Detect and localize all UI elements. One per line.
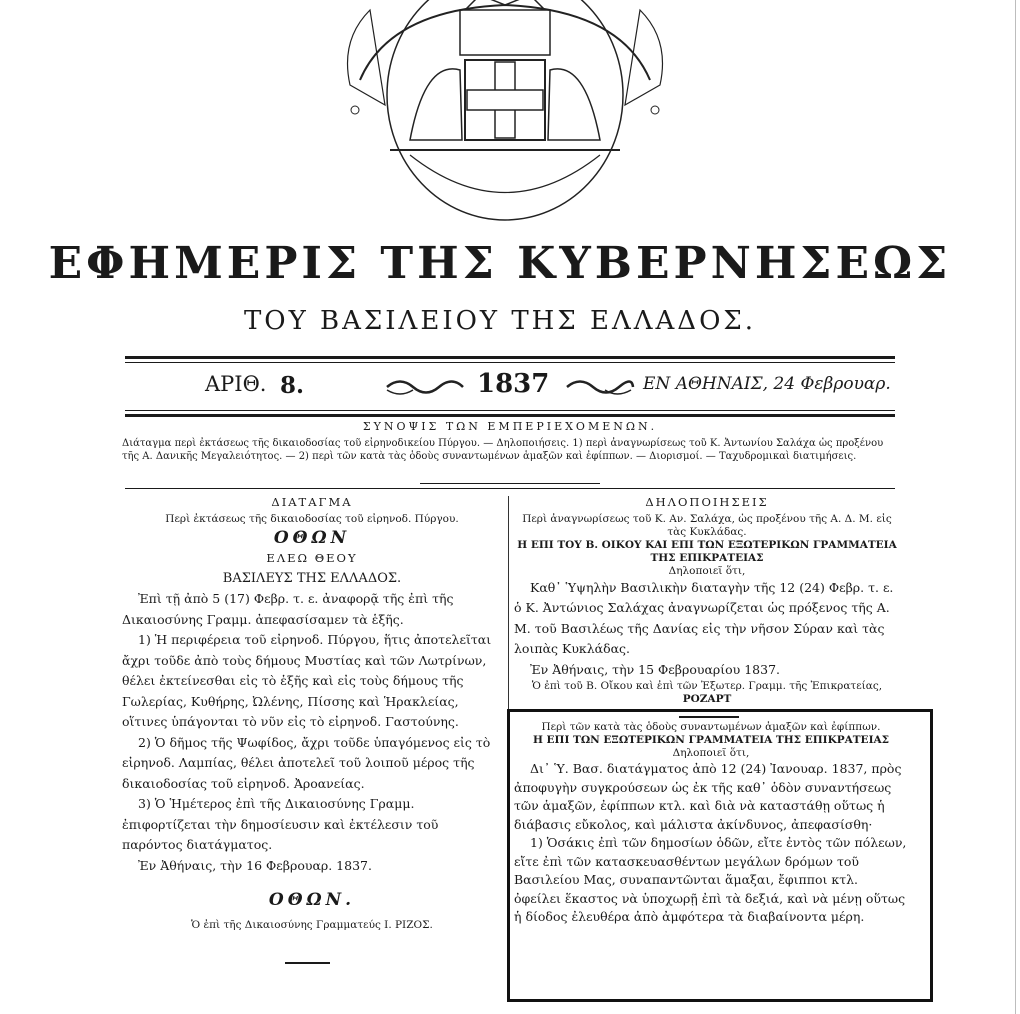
decree-paragraph: 3) Ὁ Ἡμέτερος ἐπὶ τῆς Δικαιοσύνης Γραμμ. ἐπιφορτίζεται τὴν δημοσίευσιν καὶ ἐκτέλεσιν τοῦ παρόντος διατάγματος. (122, 796, 439, 852)
issue-number: 8. (280, 372, 305, 399)
end-rule (285, 962, 330, 964)
decree-paragraph: 1) Ἡ περιφέρεια τοῦ εἰρηνοδ. Πύργου, ἥτις ἀποτελεῖται ἄχρι τοῦδε ἀπὸ τοὺς δήμους Μυστίας καὶ τῶν Λωτρίνων, θέλει ἐκτείνεσθαι εἰς τὸ ἑξῆς καὶ εἰς τοὺς δήμους τῆς Γωλερίας, Κυθήρης, Ὠλένης, Πίσσης καὶ Ἡρακλείας, οἵτινες ὑπάγονται τὸ νῦν εἰς τὸ εἰρηνοδ. Γαστούνης. (122, 632, 492, 729)
issue-place-date: ΕΝ ΑΘΗΝΑΙΣ, 24 Φεβρουαρ. (643, 374, 891, 394)
minister-countersign: Ὁ ἐπὶ τῆς Δικαιοσύνης Γραμματεύς Ι. ΡΙΖΟΣ. (191, 918, 433, 931)
left-ornament-icon (385, 376, 465, 398)
summary-text: Διάταγμα περὶ ἐκτάσεως τῆς δικαιοδοσίας τοῦ εἰρηνοδικείου Πύργου. — Δηλοποιήσεις. 1) περὶ ἀναγνωρίσεως τοῦ Κ. Ἀντωνίου Σαλάχα ὡς προξένου τῆς Α. Δανικῆς Μεγαλειότητος. — 2) περὶ τῶν κατὰ τὰς ὁδοὺς συναντωμένων ἁμαξῶν καὶ ἐφίππων. — Διορισμοί. — Ταχυδρομικαὶ διατιμήσεις. (122, 438, 884, 462)
issue-year: 1837 (477, 369, 550, 399)
section-rule (125, 488, 895, 489)
decree-paragraph: 2) Ὁ δῆμος τῆς Ψωφίδος, ἄχρι τοῦδε ὑπαγόμενος εἰς τὸ εἰρηνοδ. Λαμπίας, θέλει ἀποτελεῖ τοῦ λοιποῦ μέρος τῆς δικαιοδοσίας τοῦ εἰρηνοδ. Ἀροανείας. (122, 734, 491, 791)
newspaper-title: ΕΦΗΜΕΡΙΣ ΤΗΣ ΚΥΒΕΡΝΗΣΕΩΣ (48, 238, 952, 289)
declaration-date: Ἐν Ἀθήναις, τὴν 15 Φεβρουαρίου 1837. (530, 661, 781, 677)
declarations-heading: ΔΗΛΟΠΟΙΗΣΕΙΣ (645, 495, 769, 509)
right-ornament-icon (565, 376, 635, 398)
top-thin-rule (125, 362, 895, 363)
notice-paragraph: Δι᾽ Ὑ. Βασ. διατάγματος ἀπὸ 12 (24) Ἰανουαρ. 1837, πρὸς ἀποφυγὴν συγκρούσεων ὡς ἐκ τῆς καθ᾽ ὁδὸν συναντήσεως τῶν ἁμαξῶν, ἐφίππων κτλ. καὶ διὰ νὰ καταστάθῃ οὕτως ἡ διάβασις εὔκολος, καὶ μάλιστα ἀκίνδυνος, ἀπεφασίσθη· (514, 761, 902, 832)
notice-declares: Δηλοποιεῖ ὅτι, (672, 747, 750, 759)
by-grace-of-god: ΕΛΕΩ ΘΕΟΥ (266, 551, 358, 565)
declaration-signoff-name: ΡΟΖΑΡΤ (682, 693, 732, 703)
notice-paragraph: 1) Ὁσάκις ἐπὶ τῶν δημοσίων ὁδῶν, εἴτε ἐντὸς τῶν πόλεων, εἴτε ἐπὶ τῶν κατασκευασθέντων μεγάλων δρόμων τοῦ Βασιλείου Μας, συναπαντῶνται ἅμαξαι, ἔφιπποι κτλ. ὀφείλει ἕκαστος νὰ ὑποχωρῇ ἐπὶ τὰ δεξιά, καὶ νὰ μένῃ οὕτως ἡ δίοδος ἐλευθέρα ἀπὸ ἀμφότερα τὰ διαβαίνοντα μέρη. (514, 835, 907, 924)
declaration-paragraph: Καθ᾽ Ὑψηλὴν Βασιλικὴν διαταγὴν τῆς 12 (24) Φεβρ. τ. ε. ὁ Κ. Ἀντώνιος Σαλάχας ἀναγνωρίζεται ὡς πρόξενος τῆς Α. Μ. τοῦ Βασιλέως τῆς Δανίας εἰς τὴν νῆσον Σύραν καὶ τὰς λοιπὰς Κυκλάδας. (514, 579, 894, 656)
top-thick-rule (125, 356, 895, 359)
bar-bottom-thin-rule (125, 410, 895, 411)
royal-coat-of-arms-icon (330, 0, 680, 225)
newspaper-subtitle: ΤΟΥ ΒΑΣΙΛΕΙΟΥ ΤΗΣ ΕΛΛΑΔΟΣ. (243, 306, 757, 336)
king-signature: ΟΘΩΝ. (268, 890, 356, 910)
declares-text: Δηλοποιεῖ ὅτι, (668, 564, 746, 577)
summary-divider (420, 483, 600, 484)
ministry-heading: Η ΕΠΙ ΤΟΥ Β. ΟΙΚΟΥ ΚΑΙ ΕΠΙ ΤΩΝ ΕΞΩΤΕΡΙΚΩΝ ΓΡΑΜΜΑΤΕΙΑ ΤΗΣ ΕΠΙΚΡΑΤΕΙΑΣ (517, 538, 897, 564)
decree-date: Ἐν Ἀθήναις, τὴν 16 Φεβρουαρ. 1837. (138, 857, 372, 873)
right-column (514, 492, 900, 703)
issue-number-label: ΑΡΙΘ. (205, 372, 267, 396)
declarations-subheading: Περὶ ἀναγνωρίσεως τοῦ Κ. Αν. Σαλάχα, ὡς προξένου τῆς Α. Δ. Μ. εἰς τὰς Κυκλάδας. (522, 512, 892, 538)
notice-ministry: Η ΕΠΙ ΤΩΝ ΕΞΩΤΕΡΙΚΩΝ ΓΡΑΜΜΑΤΕΙΑ ΤΗΣ ΕΠΙΚΡΑΤΕΙΑΣ (532, 734, 890, 746)
decree-paragraph: Ἐπὶ τῇ ἀπὸ 5 (17) Φεβρ. τ. ε. ἀναφορᾷ τῆς ἐπὶ τῆς Δικαιοσύνης Γραμμ. ἀπεφασίσαμεν τὰ ἑξῆς. (122, 591, 454, 627)
left-column (122, 492, 502, 932)
king-title: ΒΑΣΙΛΕΥΣ ΤΗΣ ΕΛΛΑΔΟΣ. (222, 570, 402, 586)
decree-subheading: Περὶ ἐκτάσεως τῆς δικαιοδοσίας τοῦ εἰρηνοδ. Πύργου. (165, 512, 459, 525)
king-name: ΟΘΩΝ (273, 527, 351, 548)
notice-divider (679, 716, 739, 718)
issue-bar (125, 370, 895, 404)
decree-heading: ΔΙΑΤΑΓΜΑ (271, 495, 353, 509)
boxed-notice (514, 716, 908, 927)
notice-subheading: Περὶ τῶν κατὰ τὰς ὁδοὺς συναντωμένων ἁμαξῶν καὶ ἐφίππων. (541, 721, 881, 733)
declaration-signoff: Ὁ ἐπὶ τοῦ Β. Οἴκου καὶ ἐπὶ τῶν Ἐξωτερ. Γραμμ. τῆς Ἐπικρατείας, (531, 680, 883, 692)
page-edge (1015, 0, 1016, 1014)
summary-heading: ΣΥΝΟΨΙΣ ΤΩΝ ΕΜΠΕΡΙΕΧΟΜΕΝΩΝ. (362, 420, 658, 433)
bar-bottom-thick-rule (125, 414, 895, 417)
